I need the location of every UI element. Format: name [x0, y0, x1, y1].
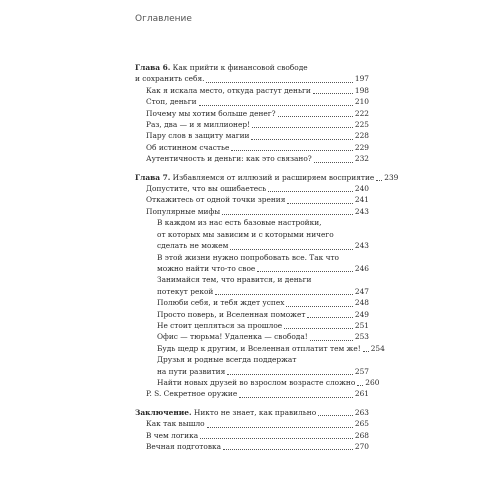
toc-page-number: 268	[354, 430, 369, 440]
toc-page-number: 263	[354, 407, 369, 417]
toc-page-number: 251	[354, 320, 369, 330]
toc-entry-title: Друзья и родные всегда поддержат	[157, 355, 297, 365]
toc-dot-leader	[376, 180, 382, 181]
toc-dot-leader	[206, 82, 352, 83]
toc-entry-title: В этой жизни нужно попробовать все. Так что	[157, 252, 339, 262]
toc-entry[interactable]	[135, 441, 369, 452]
toc-dot-leader	[357, 385, 363, 386]
toc-entry-title-continued: от которых мы зависим и с которыми ничего	[157, 229, 334, 239]
toc-entry[interactable]	[135, 194, 369, 205]
toc-entry[interactable]	[135, 354, 369, 377]
toc-page-number: 222	[354, 108, 369, 118]
toc-entry-title-continued: можно найти что-то свое	[157, 263, 256, 273]
toc-entry[interactable]	[135, 407, 369, 418]
toc-page-number: 243	[354, 206, 369, 216]
toc-entry-title: Просто поверь, и Вселенная поможет	[157, 309, 306, 319]
toc-entry[interactable]	[135, 119, 369, 130]
toc-entry[interactable]	[135, 430, 369, 441]
toc-entry-title: Почему мы хотим больше денег?	[146, 108, 276, 118]
toc-entry[interactable]	[135, 274, 369, 297]
toc-entry-title: Как прийти к финансовой свободе	[170, 63, 308, 72]
toc-entry[interactable]	[135, 320, 369, 331]
toc-entry-title: Не стоит цепляться за прошлое	[157, 320, 283, 330]
toc-entry-title: P. S. Секретное оружие	[146, 389, 238, 399]
toc-entry[interactable]	[135, 108, 369, 119]
toc-entry-title-continued: сделать не можем	[157, 241, 229, 251]
toc-page-number: 260	[365, 377, 380, 387]
toc-entry[interactable]	[135, 62, 369, 85]
toc-entry[interactable]	[135, 388, 369, 399]
toc-entry[interactable]	[135, 297, 369, 308]
toc-page-number: 270	[354, 442, 369, 451]
toc-entry[interactable]	[135, 153, 369, 164]
toc-entry-title: Как я искала место, откуда растут деньги	[146, 85, 311, 95]
toc-dot-leader	[222, 214, 353, 215]
toc-entry-title: Полюби себя, и тебя ждет успех	[157, 298, 285, 308]
toc-dot-leader	[231, 150, 352, 151]
toc-entry-title-continued: потекут рекой	[157, 286, 214, 296]
toc-page-number: 246	[354, 263, 369, 273]
toc-page-number: 240	[354, 184, 369, 194]
toc-entry-title: Допустите, что вы ошибаетесь	[146, 184, 267, 194]
toc-page-number: 253	[354, 332, 369, 342]
toc-entry[interactable]	[135, 343, 385, 354]
toc-dot-leader	[307, 317, 352, 318]
toc-gap	[135, 165, 369, 172]
toc-entry-title: В каждом из нас есть базовые настройки,	[157, 218, 322, 228]
toc-entry-title-continued: на пути развития	[157, 366, 226, 376]
toc-page-number: 229	[354, 142, 369, 152]
toc-entry[interactable]	[135, 331, 369, 342]
toc-dot-leader	[200, 438, 353, 439]
toc-entry[interactable]	[135, 183, 369, 194]
toc-dot-leader	[215, 294, 353, 295]
toc-entry-title: Стоп, деньги	[146, 97, 197, 107]
toc-dot-leader	[284, 328, 353, 329]
toc-dot-leader	[207, 427, 353, 428]
toc-page-number: 197	[354, 74, 369, 84]
toc-page-number: 261	[354, 389, 369, 399]
toc-entry-title: Откажитесь от одной точки зрения	[146, 195, 286, 205]
toc-entry[interactable]	[135, 130, 369, 141]
toc-entry-title: Офис — тюрьма! Удаленка — свобода!	[157, 332, 308, 342]
toc-entry-title: Раз, два — и я миллионер!	[146, 120, 251, 130]
toc-entry-title: Вечная подготовка	[146, 442, 222, 451]
toc-dot-leader	[239, 397, 353, 398]
toc-dot-leader	[199, 105, 353, 106]
toc-page-number: 247	[354, 286, 369, 296]
toc-entry-title: Об истинном счастье	[146, 142, 230, 152]
toc-dot-leader	[278, 116, 353, 117]
toc-page-number: 254	[370, 343, 385, 353]
toc-page-number: 241	[354, 195, 369, 205]
toc-dot-leader	[286, 306, 353, 307]
toc-entry-title: Популярные мифы	[146, 206, 221, 216]
page-header-title: Оглавление	[135, 14, 192, 24]
toc-entry[interactable]	[135, 96, 369, 107]
toc-dot-leader	[257, 271, 353, 272]
toc-page-number: 249	[354, 309, 369, 319]
toc-dot-leader	[252, 127, 353, 128]
toc-page-number: 228	[354, 131, 369, 141]
toc-chapter-label: Глава 6.	[135, 63, 171, 72]
toc-entry[interactable]	[135, 309, 369, 320]
toc-entry[interactable]	[135, 252, 369, 275]
toc-page-number: 198	[354, 85, 369, 95]
toc-chapter-label: Заключение.	[135, 407, 192, 417]
toc-page-number: 257	[354, 366, 369, 376]
toc-entry[interactable]	[135, 206, 369, 217]
toc-dot-leader	[268, 191, 353, 192]
toc-entry-title: Пару слов в защиту магии	[146, 131, 250, 141]
toc-entry-title: Найти новых друзей во взрослом возрасте сложно	[157, 377, 356, 387]
toc-entry[interactable]	[135, 418, 369, 429]
toc-gap	[135, 400, 369, 407]
toc-dot-leader	[223, 449, 353, 450]
toc-page-number: 265	[354, 419, 369, 429]
toc-entry-title: Избавляемся от иллюзий и расширяем восприятие	[170, 172, 375, 182]
toc-dot-leader	[363, 351, 369, 352]
toc-page-number: 239	[384, 172, 399, 182]
toc-dot-leader	[313, 93, 353, 94]
toc-entry[interactable]	[135, 172, 399, 183]
toc-entry[interactable]	[135, 142, 369, 153]
toc-dot-leader	[314, 162, 353, 163]
toc-entry-title: Будь щедр к другим, и Вселенная отплатит тем же!	[157, 343, 361, 353]
toc-entry-title: Никто не знает, как правильно	[191, 407, 317, 417]
toc-dot-leader	[287, 203, 353, 204]
toc-chapter-label: Глава 7.	[135, 172, 171, 182]
toc-entry-title: Аутентичность и деньги: как это связано?	[146, 154, 312, 164]
toc-entry-title: Занимайся тем, что нравится, и деньги	[157, 275, 312, 285]
toc-page-number: 210	[354, 97, 369, 107]
toc-entry[interactable]	[135, 217, 369, 251]
toc-entry-title: Как так вышло	[146, 419, 205, 429]
toc-page-number: 232	[354, 154, 369, 164]
toc-entry[interactable]	[135, 85, 369, 96]
toc-entry-title-continued: и сохранить себя.	[135, 74, 205, 84]
toc-dot-leader	[318, 415, 353, 416]
table-of-contents	[135, 62, 399, 452]
toc-page-number: 248	[354, 298, 369, 308]
toc-dot-leader	[310, 340, 353, 341]
toc-dot-leader	[230, 249, 352, 250]
toc-dot-leader	[251, 139, 352, 140]
toc-entry[interactable]	[135, 377, 380, 388]
toc-dot-leader	[227, 374, 353, 375]
toc-page-number: 225	[354, 120, 369, 130]
toc-entry-title: В чем логика	[146, 430, 199, 440]
toc-page-number: 243	[354, 241, 369, 251]
